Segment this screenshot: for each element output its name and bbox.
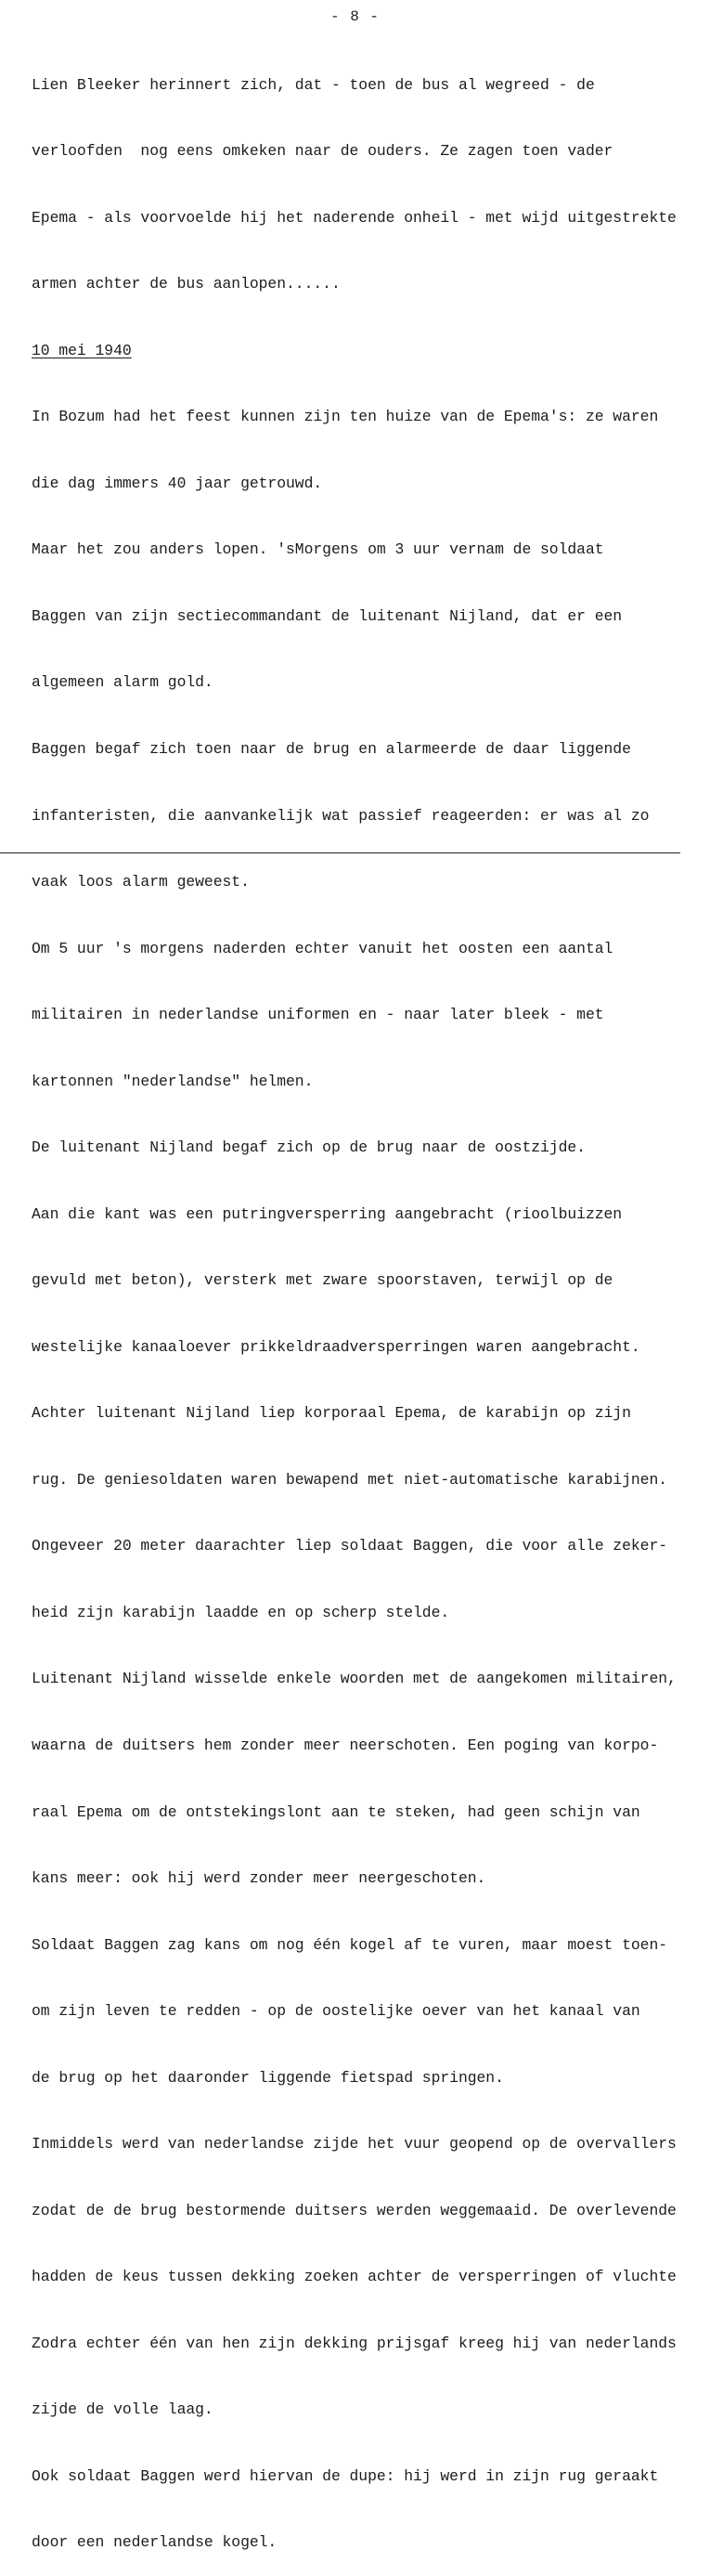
text-line: Maar het zou anders lopen. 'sMorgens om 3 uur vernam de soldaat — [32, 540, 604, 559]
text-line: kans meer: ook hij werd zonder meer neergeschoten. — [32, 1869, 486, 1888]
text-line: armen achter de bus aanlopen...... — [32, 275, 341, 293]
text-line: door een nederlandse kogel. — [32, 2533, 278, 2552]
text-line: westelijke kanaaloever prikkeldraadversperringen waren aangebracht. — [32, 1337, 640, 1356]
text-line: Ook soldaat Baggen werd hiervan de dupe: hij werd in zijn rug geraakt — [32, 2466, 659, 2485]
text-line: Baggen van zijn sectiecommandant de luitenant Nijland, dat er een — [32, 606, 623, 625]
date-heading-line — [32, 340, 707, 362]
text-line: rug. De geniesoldaten waren bewapend met niet-automatische karabijnen. — [32, 1470, 668, 1489]
text-line: gevuld met beton), versterk met zware spoorstaven, terwijl op de — [32, 1271, 613, 1290]
text-line: zijde de volle laag. — [32, 2400, 213, 2419]
text-line: Achter luitenant Nijland liep korporaal Epema, de karabijn op zijn — [32, 1404, 631, 1423]
text-line: heid zijn karabijn laadde en op scherp stelde. — [32, 1603, 450, 1621]
text-line: Inmiddels werd van nederlandse zijde het vuur geopend op de overvallers — [32, 2135, 677, 2153]
text-line: vaak loos alarm geweest. — [32, 873, 250, 891]
text-line: zodat de de brug bestormende duitsers werden weggemaaid. De overlevende — [32, 2201, 677, 2219]
text-line: Luitenant Nijland wisselde enkele woorden met de aangekomen militairen, — [32, 1670, 677, 1688]
text-line: In Bozum had het feest kunnen zijn ten huize van de Epema's: ze waren — [32, 408, 659, 426]
text-line: kartonnen "nederlandse" helmen. — [32, 1072, 314, 1090]
page-number: - 8 - — [329, 8, 380, 25]
text-line: raal Epema om de ontstekingslont aan te steken, had geen schijn van — [32, 1802, 640, 1821]
text-line: De luitenant Nijland begaf zich op de brug naar de oostzijde. — [32, 1138, 586, 1157]
text-line: militairen in nederlandse uniformen en - naar later bleek - met — [32, 1006, 604, 1024]
text-line: Soldaat Baggen zag kans om nog één kogel af te vuren, maar moest toen- — [32, 1935, 668, 1954]
text-line: Epema - als voorvoelde hij het naderende onheil - met wijd uitgestrekte — [32, 208, 677, 227]
text-line: de brug op het daaronder liggende fietspad springen. — [32, 2068, 504, 2087]
text-line: algemeen alarm gold. — [32, 673, 213, 692]
text-line: Om 5 uur 's morgens naderden echter vanuit het oosten een aantal — [32, 939, 613, 957]
text-line: Lien Bleeker herinnert zich, dat - toen de bus al wegreed - de — [32, 75, 595, 94]
text-line: hadden de keus tussen dekking zoeken achter de versperringen of vluchte — [32, 2268, 677, 2286]
horizontal-rule — [0, 852, 680, 853]
text-line: om zijn leven te redden - op de oostelijke oever van het kanaal van — [32, 2002, 640, 2021]
text-line: Ongeveer 20 meter daarachter liep soldaat Baggen, die voor alle zeker- — [32, 1537, 668, 1555]
document-body — [32, 30, 707, 2576]
text-line: Baggen begaf zich toen naar de brug en alarmeerde de daar liggende — [32, 740, 631, 758]
date-heading: 10 mei 1940 — [32, 341, 132, 359]
text-line: waarna de duitsers hem zonder meer neerschoten. Een poging van korpo- — [32, 1736, 659, 1754]
text-line: verloofden nog eens omkeken naar de ouders. Ze zagen toen vader — [32, 142, 613, 161]
text-line: die dag immers 40 jaar getrouwd. — [32, 474, 323, 492]
text-line: Aan die kant was een putringversperring aangebracht (rioolbuizzen — [32, 1204, 623, 1223]
text-line: infanteristen, die aanvankelijk wat passief reageerden: er was al zo — [32, 806, 650, 825]
text-line: Zodra echter één van hen zijn dekking prijsgaf kreeg hij van nederlands — [32, 2334, 677, 2352]
